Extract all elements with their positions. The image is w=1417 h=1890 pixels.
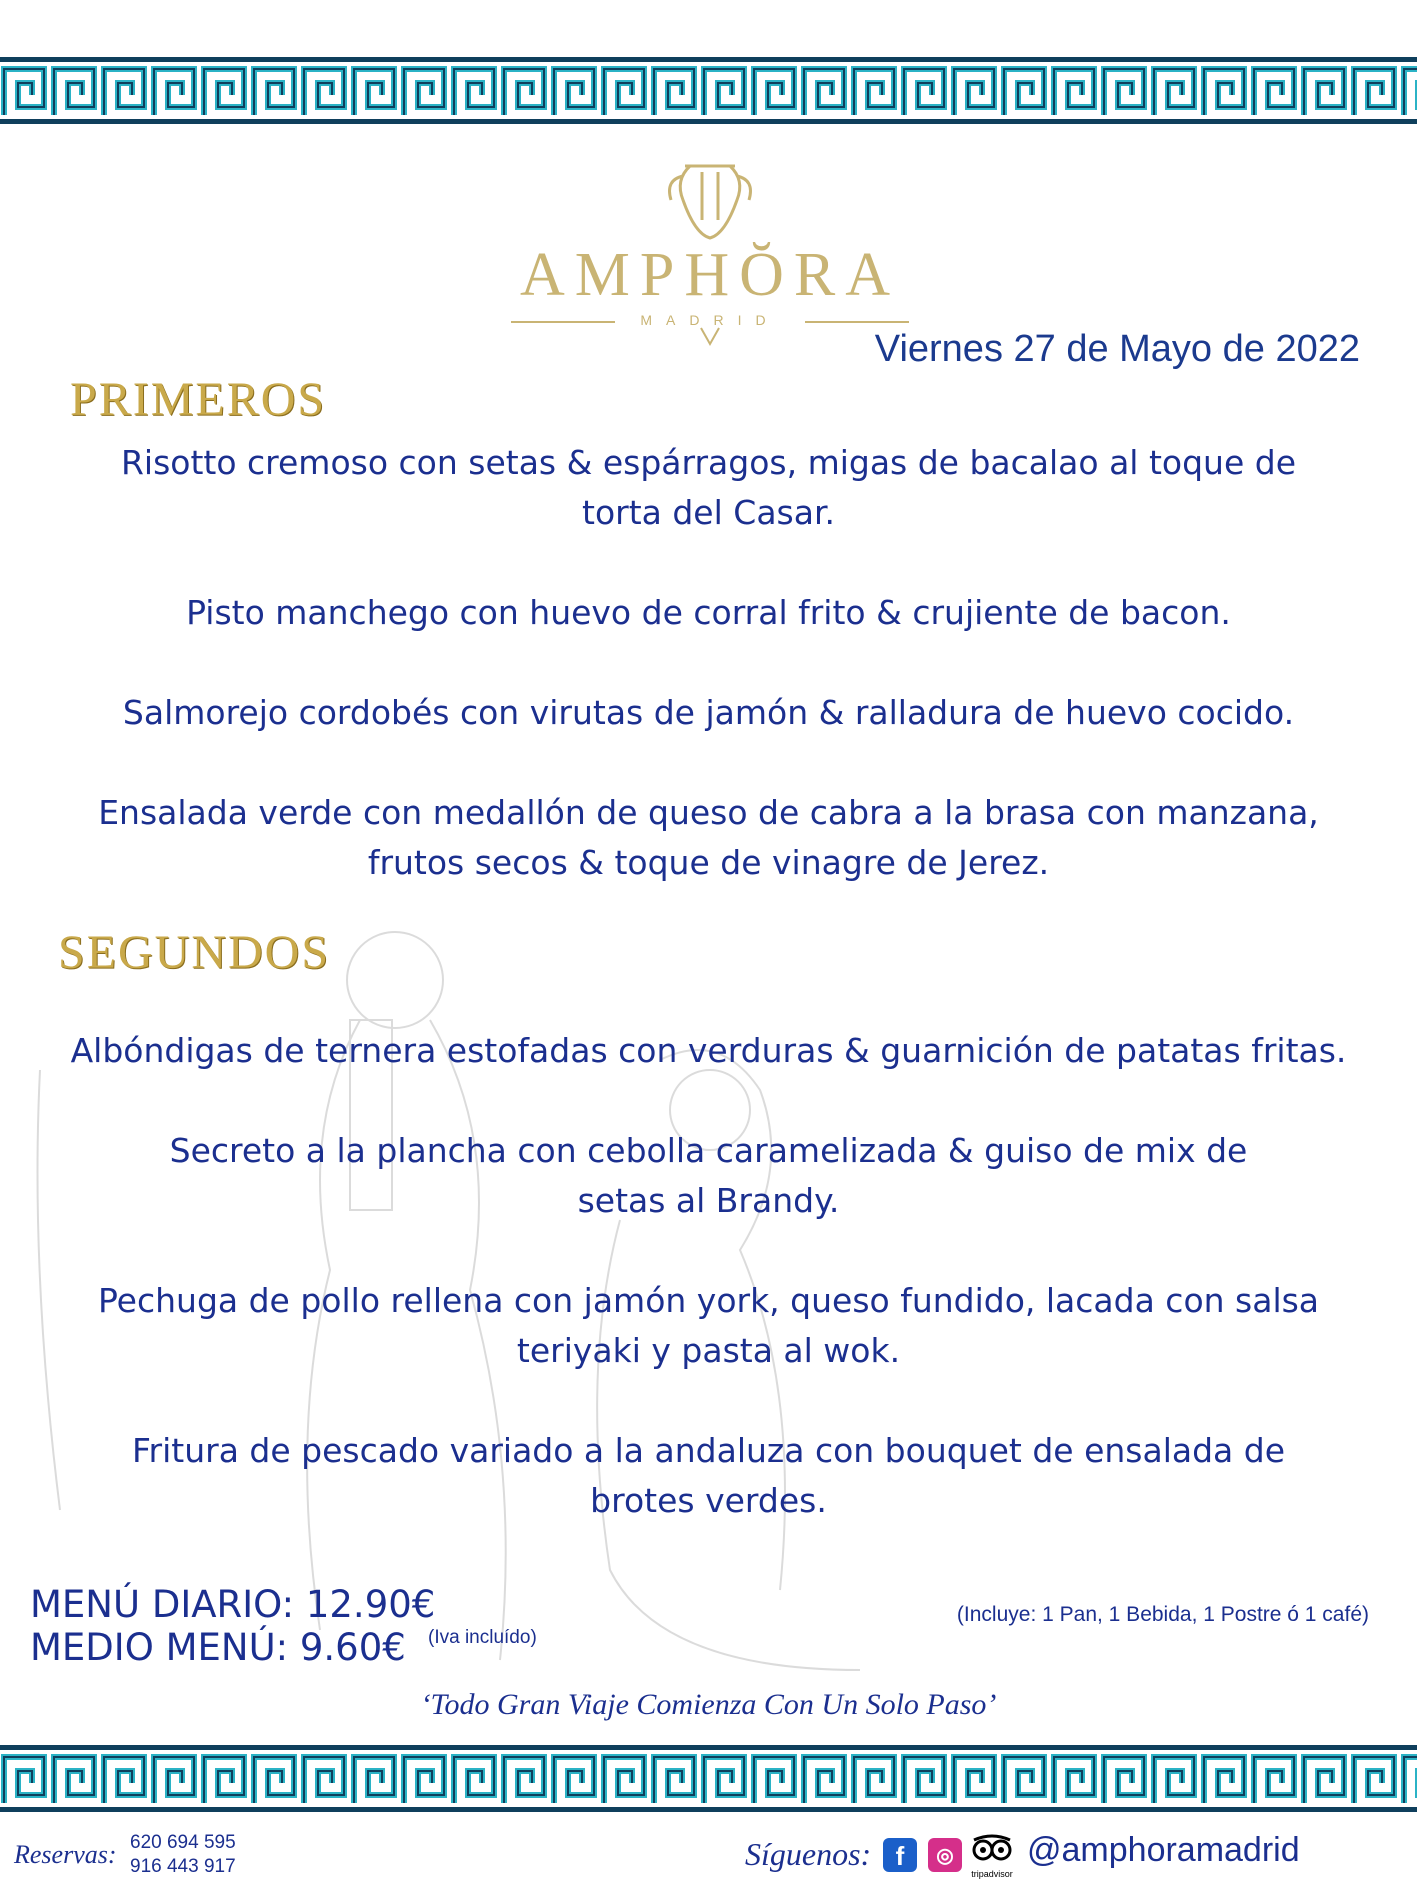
meander-tile — [1304, 1757, 1344, 1803]
meander-tile — [454, 1757, 494, 1803]
dish-line: setas al Brandy. — [577, 1181, 840, 1220]
meander-tile — [4, 1757, 44, 1803]
logo-subtitle: MADRID — [640, 312, 780, 328]
meander-tile — [1104, 69, 1144, 115]
meander-tile — [304, 1757, 344, 1803]
meander-tile — [704, 1757, 744, 1803]
meander-tile — [604, 69, 644, 115]
dish-segundo-2 — [30, 1126, 1387, 1226]
meander-tile — [354, 1757, 394, 1803]
meander-tile — [204, 69, 244, 115]
meander-tile — [1204, 69, 1244, 115]
dish-line: Secreto a la plancha con cebolla caramelizada & guiso de mix de — [169, 1131, 1248, 1170]
dish-line: Albóndigas de ternera estofadas con verduras & guarnición de patatas fritas. — [70, 1031, 1347, 1070]
dish-segundo-3 — [30, 1276, 1387, 1376]
phone-number-1[interactable]: 620 694 595 — [130, 1832, 236, 1853]
meander-tile — [104, 1757, 144, 1803]
meander-tile — [654, 69, 694, 115]
meander-tile — [1304, 69, 1344, 115]
meander-tile — [854, 1757, 894, 1803]
instagram-handle[interactable]: @amphoramadrid — [1027, 1831, 1300, 1869]
section-title-segundos: SEGUNDOS — [58, 926, 331, 979]
menu-date: Viernes 27 de Mayo de 2022 — [874, 328, 1360, 370]
meander-tile — [254, 69, 294, 115]
dish-line: Pisto manchego con huevo de corral frito & crujiente de bacon. — [186, 593, 1231, 632]
dish-line: Salmorejo cordobés con virutas de jamón & ralladura de huevo cocido. — [122, 693, 1295, 732]
meander-tile — [704, 69, 744, 115]
incluye-note: (Incluye: 1 Pan, 1 Bebida, 1 Postre ó 1 café) — [956, 1603, 1369, 1626]
meander-tile — [504, 1757, 544, 1803]
meander-border-bottom — [0, 1727, 1417, 1827]
meander-tile — [954, 1757, 994, 1803]
meander-tile — [1004, 69, 1044, 115]
meander-tile — [904, 69, 944, 115]
meander-tile — [1354, 69, 1394, 115]
dish-segundo-4 — [30, 1426, 1387, 1526]
dish-line: Pechuga de pollo rellena con jamón york, queso fundido, lacada con salsa — [97, 1281, 1320, 1320]
meander-tile — [1154, 69, 1194, 115]
meander-pattern — [0, 1727, 1417, 1827]
meander-tile — [404, 69, 444, 115]
meander-tile — [904, 1757, 944, 1803]
meander-tile — [1354, 1757, 1394, 1803]
meander-tile — [604, 1757, 644, 1803]
meander-tile — [1254, 1757, 1294, 1803]
dish-primero-2 — [30, 588, 1387, 638]
meander-tile — [554, 69, 594, 115]
amphora-vase-icon — [505, 160, 915, 240]
price-medio-menu: MEDIO MENÚ: 9.60€ — [30, 1626, 406, 1669]
meander-tile — [1004, 1757, 1044, 1803]
dish-line: Risotto cremoso con setas & espárragos, migas de bacalao al toque de — [120, 443, 1296, 482]
meander-tile — [4, 69, 44, 115]
meander-tile — [154, 1757, 194, 1803]
meander-tile — [1104, 1757, 1144, 1803]
amphora-logo — [505, 160, 915, 340]
dish-primero-4 — [30, 788, 1387, 888]
meander-tile — [54, 1757, 94, 1803]
meander-pattern — [0, 39, 1417, 139]
meander-tile — [1204, 1757, 1244, 1803]
logo-name: AMPHŎRA — [519, 241, 901, 309]
meander-tile — [1404, 69, 1417, 115]
meander-tile — [154, 69, 194, 115]
section-title-primeros: PRIMEROS — [70, 373, 327, 426]
tripadvisor-icon[interactable] — [968, 1834, 1016, 1878]
price-menu-diario: MENÚ DIARIO: 12.90€ — [30, 1583, 436, 1626]
dish-line: Ensalada verde con medallón de queso de cabra a la brasa con manzana, — [98, 793, 1319, 832]
iva-note: (Iva incluído) — [428, 1627, 537, 1648]
meander-tile — [754, 1757, 794, 1803]
meander-tile — [754, 69, 794, 115]
meander-tile — [1154, 1757, 1194, 1803]
meander-tile — [954, 69, 994, 115]
meander-tile — [504, 69, 544, 115]
meander-tile — [104, 69, 144, 115]
instagram-icon[interactable]: ◎ — [928, 1838, 962, 1872]
facebook-icon[interactable]: f — [883, 1838, 917, 1872]
meander-tile — [354, 69, 394, 115]
meander-tile — [804, 1757, 844, 1803]
meander-tile — [854, 69, 894, 115]
motto-quote: ‘Todo Gran Viaje Comienza Con Un Solo Paso’ — [420, 1688, 997, 1721]
meander-tile — [54, 69, 94, 115]
dish-line: Fritura de pescado variado a la andaluza con bouquet de ensalada de — [131, 1431, 1286, 1470]
meander-tile — [304, 69, 344, 115]
tripadvisor-owl-icon — [968, 1834, 1016, 1864]
meander-tile — [204, 1757, 244, 1803]
meander-border-top — [0, 39, 1417, 139]
meander-tile — [1054, 1757, 1094, 1803]
dish-primero-1 — [30, 438, 1387, 538]
meander-tile — [554, 1757, 594, 1803]
meander-tile — [454, 69, 494, 115]
meander-tile — [1254, 69, 1294, 115]
dish-line: brotes verdes. — [590, 1481, 827, 1520]
dish-line: torta del Casar. — [582, 493, 835, 532]
dish-line: frutos secos & toque de vinagre de Jerez. — [367, 843, 1050, 882]
siguenos-label: Síguenos: — [745, 1836, 872, 1872]
reservas-label: Reservas: — [14, 1840, 117, 1869]
meander-tile — [654, 1757, 694, 1803]
dish-line: teriyaki y pasta al wok. — [516, 1331, 901, 1370]
meander-tile — [804, 69, 844, 115]
meander-tile — [254, 1757, 294, 1803]
meander-tile — [404, 1757, 444, 1803]
meander-tile — [1404, 1757, 1417, 1803]
dish-segundo-1 — [30, 1026, 1387, 1076]
tripadvisor-label: tripadvisor — [971, 1869, 1013, 1879]
meander-tile — [1054, 69, 1094, 115]
dish-primero-3 — [30, 688, 1387, 738]
phone-number-2[interactable]: 916 443 917 — [130, 1856, 236, 1877]
